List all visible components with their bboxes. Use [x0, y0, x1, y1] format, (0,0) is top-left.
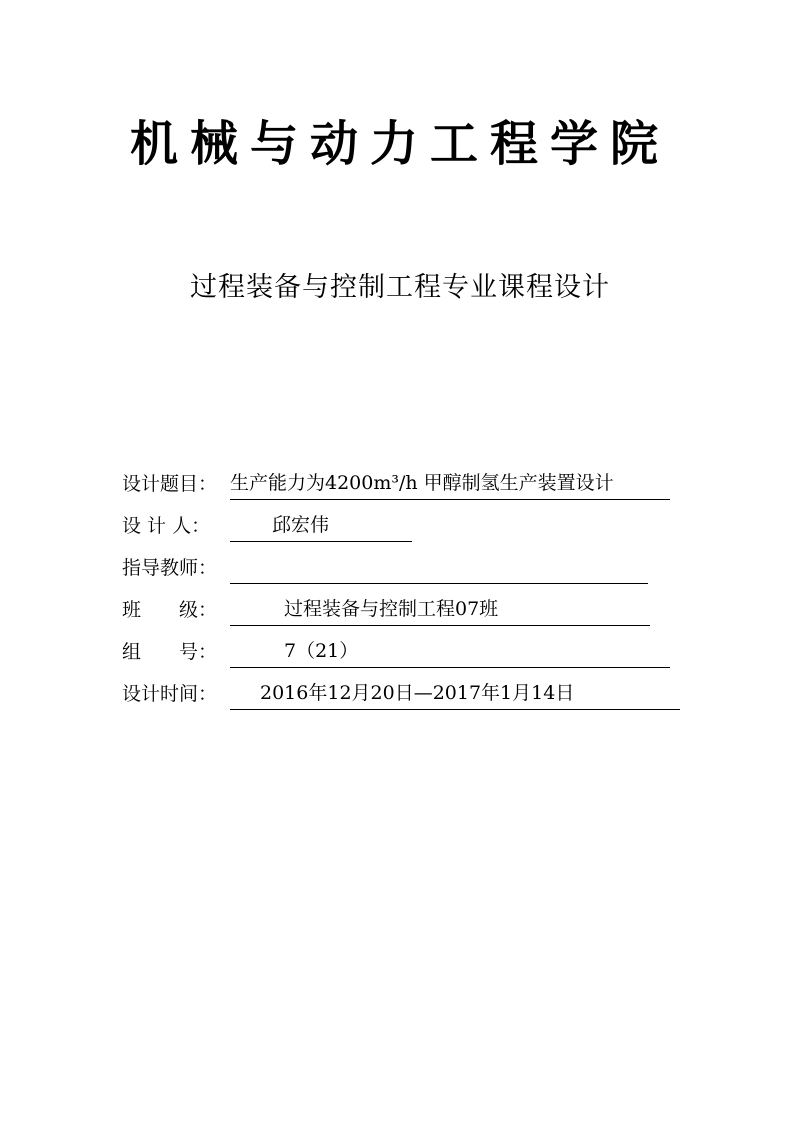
class-value: 过程装备与控制工程07班	[284, 598, 499, 620]
period-line	[230, 679, 680, 710]
class-line	[230, 595, 650, 626]
designer-line	[230, 511, 412, 542]
advisor-line	[230, 553, 648, 584]
group-value: 7（21）	[284, 640, 359, 662]
college-title: 机械与动力工程学院	[129, 116, 670, 172]
topic-value: 生产能力为4200m³/h 甲醇制氢生产装置设计	[230, 472, 614, 494]
course-design-title: 过程装备与控制工程专业课程设计	[190, 272, 610, 303]
class-label: 班 级：	[122, 599, 218, 621]
topic-line	[230, 469, 670, 500]
period-value: 2016年12月20日—2017年1月14日	[260, 682, 575, 704]
designer-label: 设 计 人：	[122, 515, 211, 537]
topic-label: 设计题目：	[122, 473, 218, 495]
group-label: 组 号：	[122, 641, 218, 663]
advisor-label: 指导教师：	[122, 557, 218, 579]
period-label: 设计时间：	[122, 683, 218, 705]
group-line	[230, 637, 670, 668]
designer-value: 邱宏伟	[272, 514, 330, 536]
